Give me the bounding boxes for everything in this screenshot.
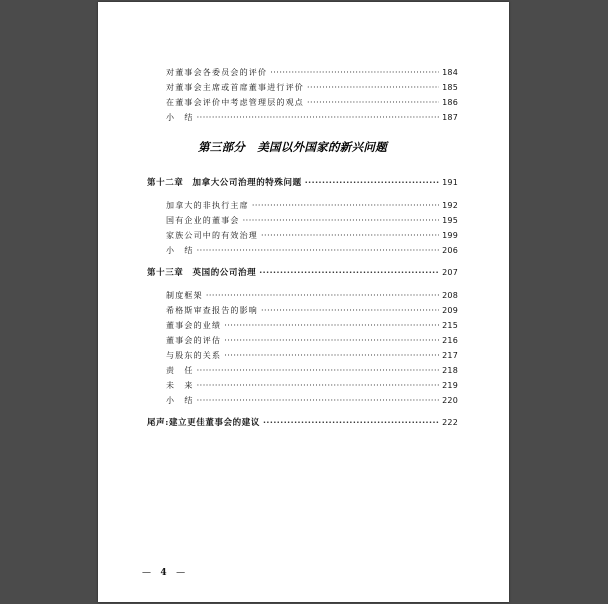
dot-leader bbox=[252, 201, 439, 211]
toc-entry-page: 186 bbox=[442, 98, 458, 107]
toc-entry[interactable] bbox=[166, 381, 458, 391]
toc-entry-page: 216 bbox=[442, 336, 458, 345]
dot-leader bbox=[197, 113, 440, 123]
folio-right-dash: — bbox=[176, 568, 186, 578]
chapter-13-entry[interactable] bbox=[147, 268, 458, 278]
toc-entry[interactable] bbox=[166, 351, 458, 361]
toc-entry[interactable] bbox=[166, 98, 458, 108]
toc-entry-page: 185 bbox=[442, 83, 458, 92]
toc-entry-label: 未 来 bbox=[166, 381, 194, 390]
dot-leader bbox=[307, 83, 439, 93]
page-number bbox=[142, 568, 202, 578]
toc-page bbox=[98, 2, 509, 602]
dot-leader bbox=[224, 351, 439, 361]
dot-leader bbox=[307, 98, 439, 108]
dot-leader bbox=[261, 306, 439, 316]
dot-leader bbox=[197, 246, 440, 256]
toc-entry[interactable] bbox=[166, 68, 458, 78]
epilogue-page: 222 bbox=[442, 418, 458, 427]
toc-entry-label: 国有企业的董事会 bbox=[166, 216, 240, 225]
toc-entry-label: 加拿大的非执行主席 bbox=[166, 201, 249, 210]
toc-entry[interactable] bbox=[166, 83, 458, 93]
toc-entry[interactable] bbox=[166, 336, 458, 346]
toc-entry-page: 220 bbox=[442, 396, 458, 405]
toc-entry-page: 215 bbox=[442, 321, 458, 330]
dot-leader bbox=[206, 291, 439, 301]
part-title: 美国以外国家的新兴问题 bbox=[257, 140, 388, 154]
toc-entry[interactable] bbox=[166, 216, 458, 226]
toc-entry-page: 195 bbox=[442, 216, 458, 225]
toc-entry-label: 小 结 bbox=[166, 396, 194, 405]
toc-entry-label: 与股东的关系 bbox=[166, 351, 222, 360]
toc-entry[interactable] bbox=[166, 321, 458, 331]
toc-entry-page: 217 bbox=[442, 351, 458, 360]
dot-leader bbox=[197, 366, 440, 376]
toc-entry[interactable] bbox=[166, 201, 458, 211]
toc-entry-label: 家族公司中的有效治理 bbox=[166, 231, 258, 240]
toc-entry-page: 184 bbox=[442, 68, 458, 77]
epilogue-entry[interactable] bbox=[147, 418, 458, 428]
toc-entry-page: 199 bbox=[442, 231, 458, 240]
toc-entry[interactable] bbox=[166, 291, 458, 301]
chapter-13-page: 207 bbox=[442, 268, 458, 277]
chapter-12-entry[interactable] bbox=[147, 178, 458, 188]
toc-entry-label: 小 结 bbox=[166, 246, 194, 255]
dot-leader bbox=[224, 321, 439, 331]
dot-leader bbox=[305, 178, 439, 188]
chapter-13-label: 第十三章 英国的公司治理 bbox=[147, 268, 257, 278]
dot-leader bbox=[259, 268, 439, 278]
dot-leader bbox=[224, 336, 439, 346]
toc-entry-label: 对董事会主席或首席董事进行评价 bbox=[166, 83, 304, 92]
toc-entry-label: 董事会的评估 bbox=[166, 336, 222, 345]
toc-entry[interactable] bbox=[166, 113, 458, 123]
epilogue-label: 尾声:建立更佳董事会的建议 bbox=[147, 418, 260, 428]
toc-entry-page: 209 bbox=[442, 306, 458, 315]
toc-entry[interactable] bbox=[166, 396, 458, 406]
toc-entry-label: 对董事会各委员会的评价 bbox=[166, 68, 268, 77]
toc-entry-page: 218 bbox=[442, 366, 458, 375]
toc-entry-label: 希格斯审查报告的影响 bbox=[166, 306, 258, 315]
dot-leader bbox=[261, 231, 439, 241]
toc-entry[interactable] bbox=[166, 246, 458, 256]
toc-entry-page: 192 bbox=[442, 201, 458, 210]
dot-leader bbox=[263, 418, 439, 428]
dot-leader bbox=[197, 381, 440, 391]
toc-entry-label: 制度框架 bbox=[166, 291, 203, 300]
dot-leader bbox=[243, 216, 440, 226]
chapter-12-label: 第十二章 加拿大公司治理的特殊问题 bbox=[147, 178, 302, 188]
folio-left-dash: — bbox=[142, 568, 151, 578]
dot-leader bbox=[270, 68, 439, 78]
chapter-12-page: 191 bbox=[442, 178, 458, 187]
toc-entry[interactable] bbox=[166, 306, 458, 316]
folio-number: 4 bbox=[160, 568, 167, 578]
part-heading bbox=[198, 139, 398, 155]
toc-entry[interactable] bbox=[166, 231, 458, 241]
toc-entry-label: 小 结 bbox=[166, 113, 194, 122]
dot-leader bbox=[197, 396, 440, 406]
part-number: 第三部分 bbox=[198, 140, 246, 154]
toc-entry-page: 219 bbox=[442, 381, 458, 390]
toc-entry-page: 208 bbox=[442, 291, 458, 300]
toc-entry-page: 206 bbox=[442, 246, 458, 255]
toc-entry[interactable] bbox=[166, 366, 458, 376]
toc-entry-page: 187 bbox=[442, 113, 458, 122]
toc-entry-label: 在董事会评价中考虑管理层的观点 bbox=[166, 98, 304, 107]
toc-entry-label: 董事会的业绩 bbox=[166, 321, 222, 330]
toc-entry-label: 责 任 bbox=[166, 366, 194, 375]
